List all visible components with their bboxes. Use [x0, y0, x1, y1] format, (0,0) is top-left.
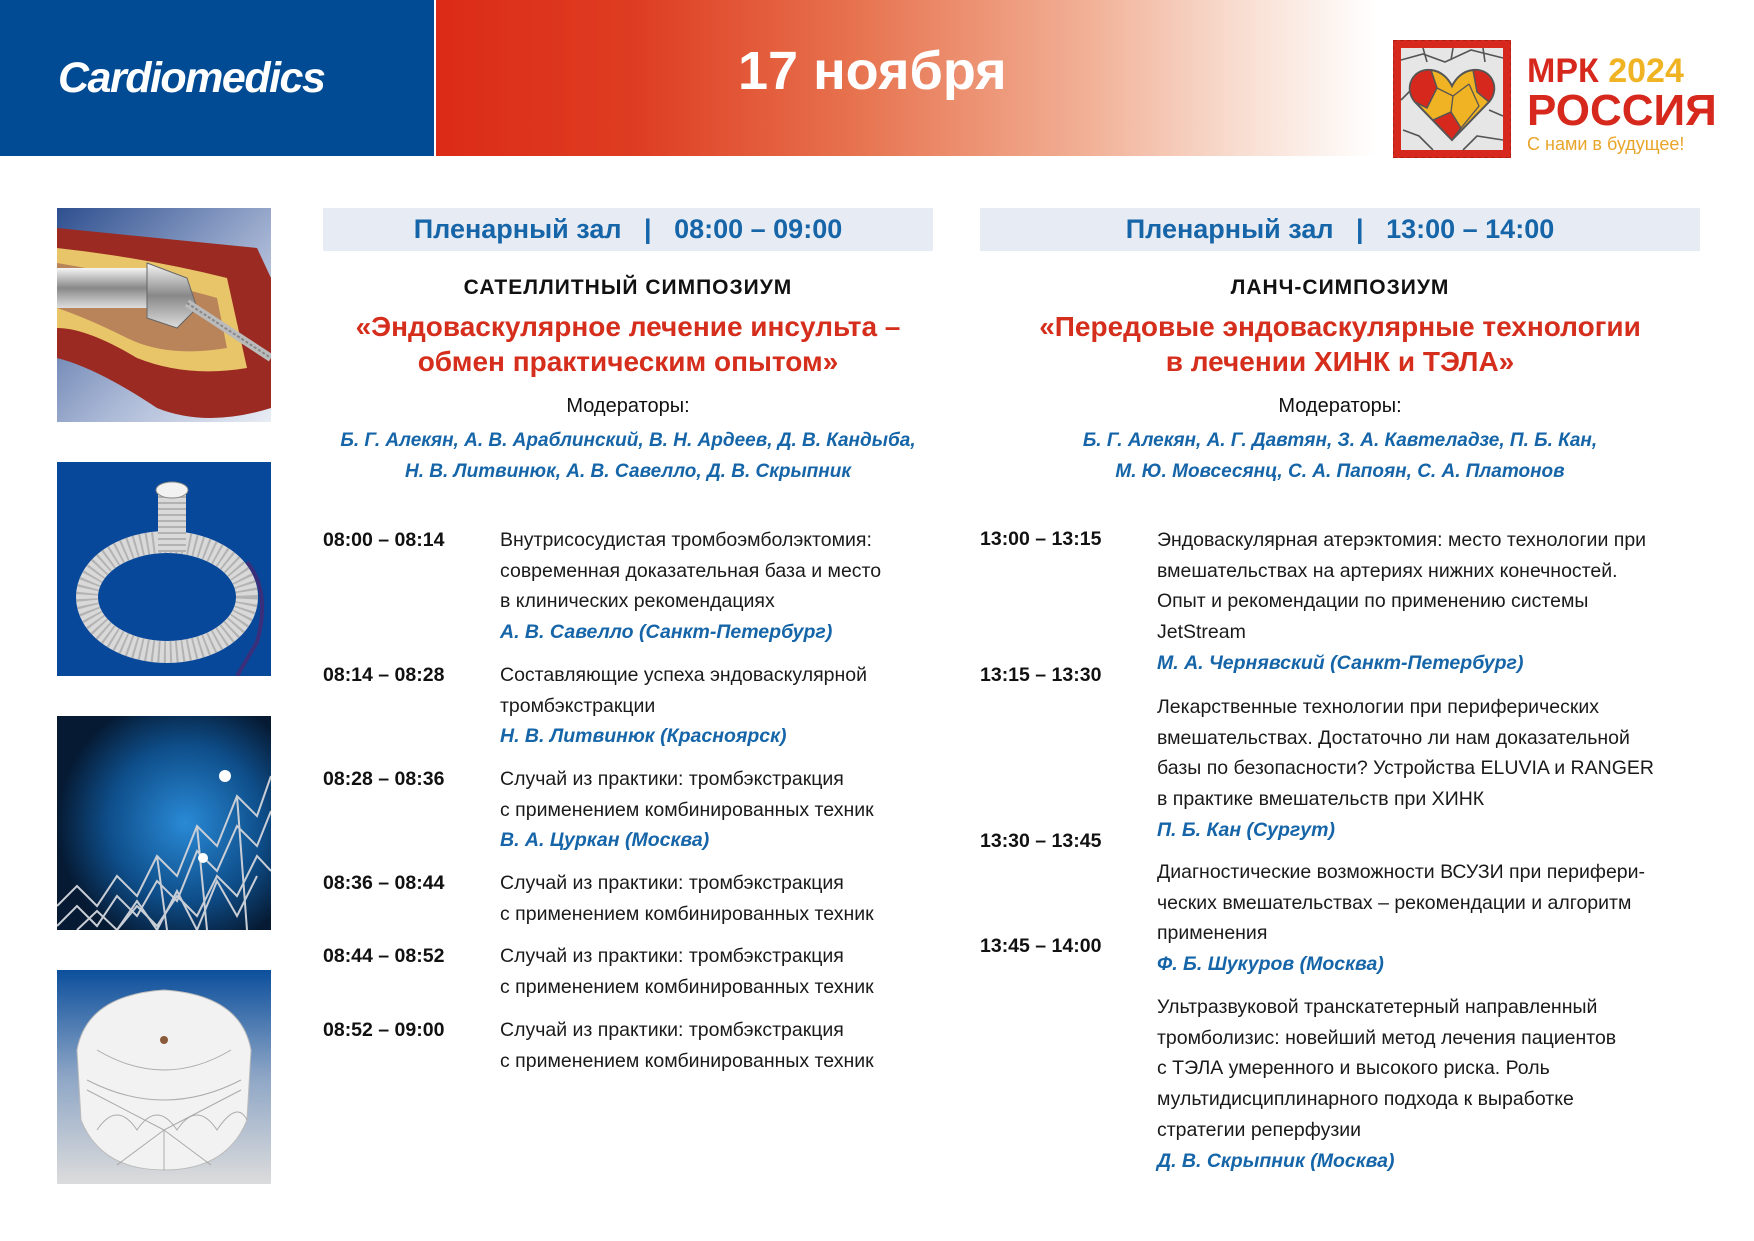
schedule-morning — [323, 525, 943, 1088]
hall-separator: | — [644, 214, 652, 244]
logo-year: 2024 — [1608, 52, 1684, 90]
moderators-list — [980, 425, 1700, 487]
hall-time-bar — [323, 208, 933, 251]
talk-time: 13:15 – 13:30 — [980, 664, 1102, 686]
date-banner — [436, 0, 1436, 156]
moderators-line: Б. Г. Алекян, А. В. Араблинский, В. Н. Ардеев, Д. В. Кандыба, — [340, 430, 916, 451]
hall-name: Пленарный зал — [413, 214, 622, 244]
moderators-line: Н. В. Литвинюк, А. В. Савелло, Д. В. Скрыпник — [404, 461, 852, 482]
session-morning — [323, 208, 933, 487]
talk-item — [323, 941, 943, 1002]
hall-name: Пленарный зал — [1125, 214, 1334, 244]
hall-time-bar — [980, 208, 1700, 251]
talk-title-line: с применением комбинированных техник — [500, 1049, 874, 1072]
talk-title-line: Опыт и рекомендации по применению системы — [1157, 590, 1589, 613]
talk-time: 08:28 – 08:36 — [323, 767, 445, 790]
event-date: 17 ноября — [738, 41, 1007, 101]
brand-logo-text: Cardiomedics — [58, 54, 325, 102]
moderators-label: Модераторы: — [1278, 395, 1402, 417]
talk-time: 08:52 – 09:00 — [323, 1018, 445, 1041]
talk-title-line: базы по безопасности? Устройства ELUVIA и RANGER — [1157, 757, 1654, 780]
session-time: 13:00 – 14:00 — [1386, 214, 1555, 244]
talk-speaker: Д. В. Скрыпник (Москва) — [1157, 1149, 1395, 1172]
session-time: 08:00 – 09:00 — [674, 214, 843, 244]
symposium-title-line: в лечении ХИНК и ТЭЛА» — [1165, 346, 1515, 377]
moderators-label: Модераторы: — [566, 395, 690, 417]
symposium-title — [980, 309, 1700, 379]
talk-time: 08:36 – 08:44 — [323, 872, 445, 895]
talk-speaker: Ф. Б. Шукуров (Москва) — [1157, 953, 1384, 976]
talk-item — [1157, 525, 1717, 679]
talk-title-line: стратегии реперфузии — [1157, 1118, 1362, 1141]
hall-separator: | — [1356, 214, 1364, 244]
talk-title-line: с ТЭЛА умеренного и высокого риска. Роль — [1157, 1057, 1550, 1080]
talk-title-line: тромбэкстракции — [500, 694, 656, 717]
talk-title-line: Диагностические возможности ВСУЗИ при перифери- — [1157, 861, 1646, 883]
talk-item — [1157, 857, 1717, 980]
talk-title-line: с применением комбинированных техник — [500, 798, 874, 821]
mrk-logo-text — [1527, 52, 1717, 156]
symposium-title — [323, 309, 933, 379]
talk-speaker: А. В. Савелло (Санкт-Петербург) — [500, 621, 833, 644]
moderators-list — [323, 425, 933, 487]
talk-title-line: Составляющие успеха эндоваскулярной — [500, 663, 867, 686]
logo-tagline: С нами в будущее! — [1527, 134, 1685, 154]
talk-time: 13:30 – 13:45 — [980, 830, 1102, 852]
talk-title-line: Лекарственные технологии при периферических — [1157, 696, 1600, 718]
talk-title-line: в клинических рекомендациях — [500, 590, 775, 613]
moderators-line: Б. Г. Алекян, А. Г. Давтян, З. А. Кавтеладзе, П. Б. Кан, — [1082, 430, 1598, 451]
talk-speaker: В. А. Цуркан (Москва) — [500, 829, 710, 852]
talk-title-line: Случай из практики: тромбэкстракция — [500, 872, 844, 895]
brand-block — [0, 0, 434, 156]
page-header — [0, 0, 1754, 156]
symposium-type: САТЕЛЛИТНЫЙ СИМПОЗИУМ — [463, 276, 793, 299]
logo-mrk: МРК — [1527, 52, 1599, 90]
talk-title-line: применения — [1157, 922, 1268, 945]
talk-title-line: вмешательствах. Достаточно ли нам доказательной — [1157, 726, 1630, 749]
talk-item — [323, 764, 943, 856]
talk-speaker: М. А. Чернявский (Санкт-Петербург) — [1157, 651, 1524, 674]
session-afternoon — [980, 208, 1700, 487]
talk-title-line: Ультразвуковой транскатетерный направленный — [1157, 996, 1598, 1018]
talk-title-line: современная доказательная база и место — [500, 559, 882, 582]
talk-time: 08:44 – 08:52 — [323, 945, 445, 968]
talk-title-line: JetStream — [1157, 621, 1246, 644]
talk-time: 13:00 – 13:15 — [980, 528, 1102, 550]
filter-device-image — [57, 970, 271, 1184]
talk-item — [323, 868, 943, 929]
talk-speaker: Н. В. Литвинюк (Красноярск) — [500, 725, 787, 748]
atherectomy-device-image — [57, 208, 271, 422]
talk-item — [323, 660, 943, 752]
talk-title-line: Случай из практики: тромбэкстракция — [500, 767, 844, 790]
talk-speaker: П. Б. Кан (Сургут) — [1157, 818, 1335, 841]
talk-title-line: ческих вмешательствах – рекомендации и алгоритм — [1157, 891, 1632, 914]
talk-time: 08:00 – 08:14 — [323, 529, 445, 551]
stent-mesh-image — [57, 716, 271, 930]
talk-time: 08:14 – 08:28 — [323, 663, 445, 686]
symposium-title-line: «Передовые эндоваскулярные технологии — [1039, 311, 1641, 342]
catheter-coil-image — [57, 462, 271, 676]
logo-russia: РОССИЯ — [1527, 86, 1717, 135]
talk-title-line: в практике вмешательств при ХИНК — [1157, 788, 1485, 811]
talk-title-line: с применением комбинированных техник — [500, 976, 874, 999]
talk-title-line: мультидисциплинарного подхода к выработке — [1157, 1088, 1574, 1111]
talk-item — [323, 525, 943, 648]
talk-title-line: Случай из практики: тромбэкстракция — [500, 945, 844, 968]
talk-title-line: Случай из практики: тромбэкстракция — [500, 1018, 844, 1041]
talk-item — [1157, 992, 1717, 1176]
moderators-line: М. Ю. Мовсесянц, С. А. Папоян, С. А. Платонов — [1115, 461, 1565, 482]
symposium-title-line: обмен практическим опытом» — [417, 346, 839, 377]
talk-title-line: вмешательствах на артериях нижних конечностей. — [1157, 559, 1618, 582]
talk-title-line: Эндоваскулярная атерэктомия: место технологии при — [1157, 529, 1647, 551]
talk-time: 13:45 – 14:00 — [980, 935, 1102, 957]
talk-title-line: тромболизис: новейший метод лечения пациентов — [1157, 1026, 1617, 1049]
talk-title-line: Внутрисосудистая тромбоэмболэктомия: — [500, 529, 872, 551]
talk-title-line: с применением комбинированных техник — [500, 902, 874, 925]
talk-item — [1157, 692, 1717, 846]
symposium-title-line: «Эндоваскулярное лечение инсульта – — [355, 311, 901, 342]
heart-mosaic-logo-icon — [1393, 40, 1511, 158]
symposium-type: ЛАНЧ-СИМПОЗИУМ — [1230, 276, 1450, 299]
talk-item — [323, 1015, 943, 1076]
